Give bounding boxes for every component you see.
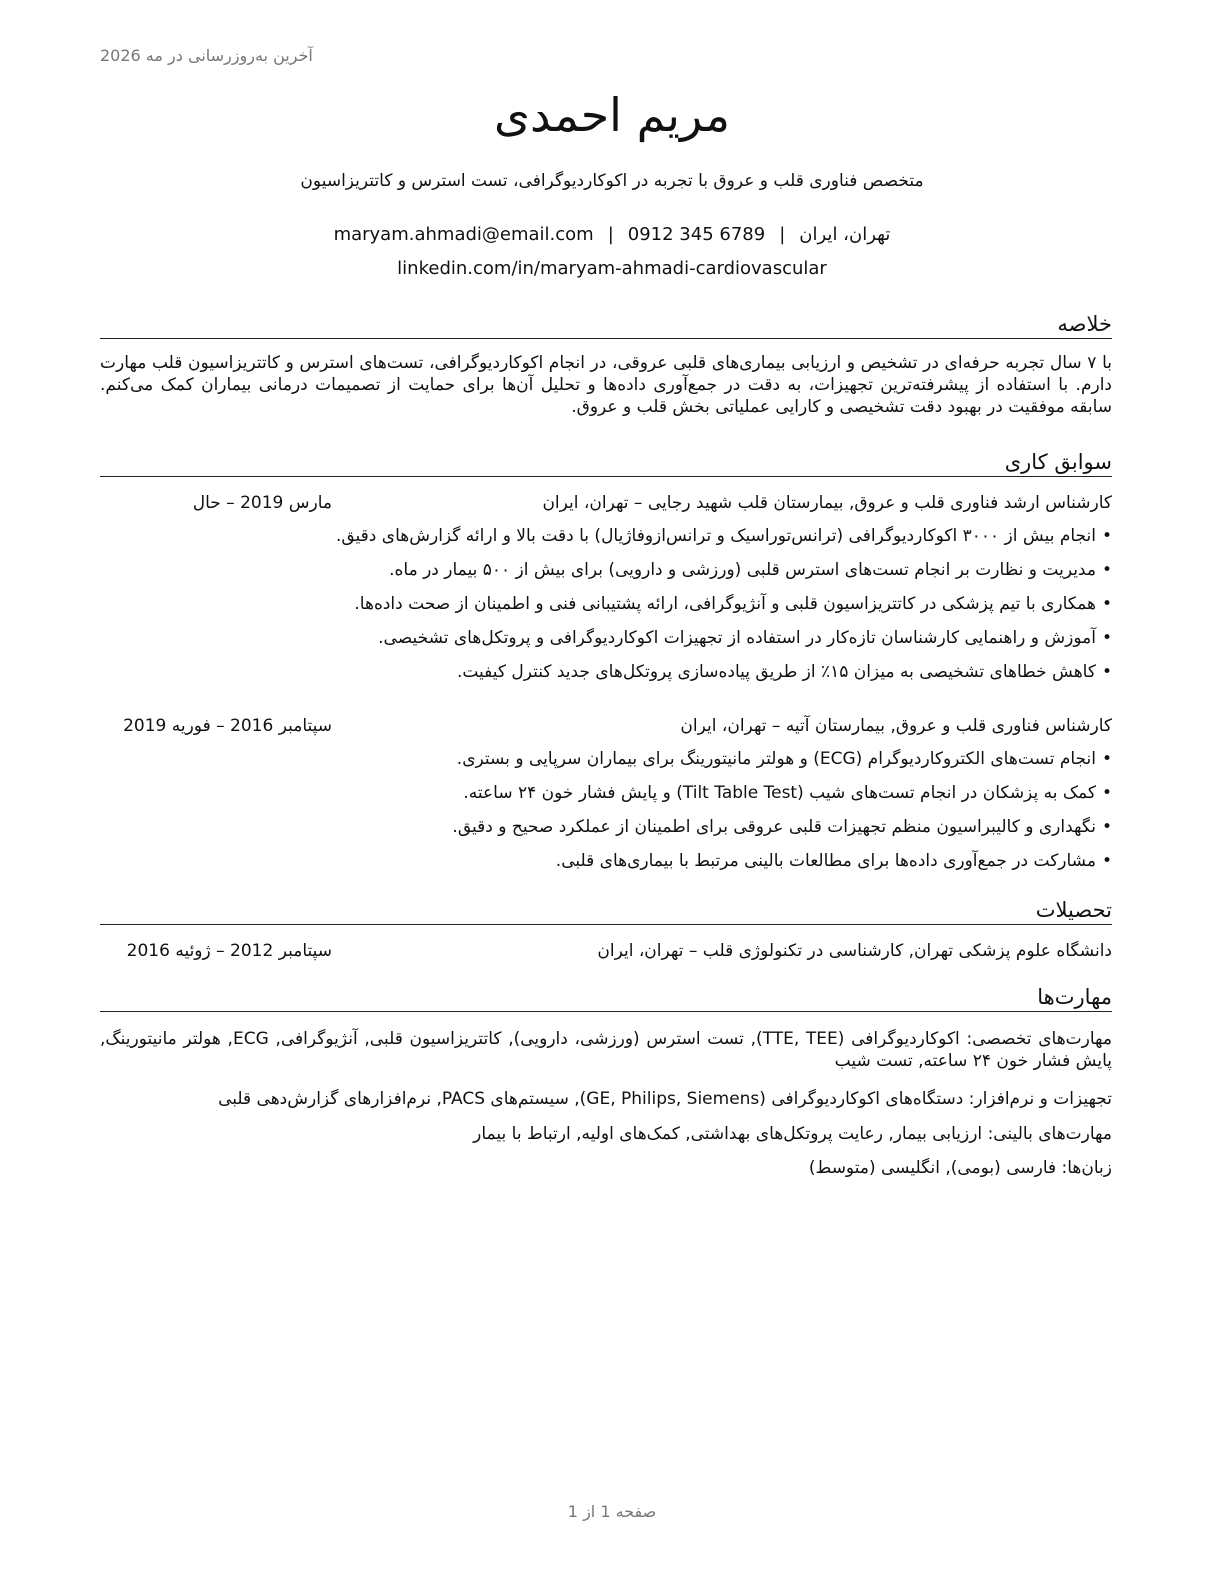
list-item: • آموزش و راهنمایی کارشناسان تازه‌کار در استفاده از تجهیزات اکوکاردیوگرافی و پروتکل‌های تشخیصی. xyxy=(100,626,1112,660)
job-dates: مارس 2019 – حال xyxy=(192,493,332,513)
email-link[interactable]: maryam.ahmadi@email.com xyxy=(333,224,594,245)
list-item: • مدیریت و نظارت بر انجام تست‌های استرس قلبی (ورزشی و دارویی) برای بیش از ۵۰۰ بیمار در ماه. xyxy=(100,558,1112,592)
tagline: متخصص فناوری قلب و عروق با تجربه در اکوکاردیوگرافی، تست استرس و کاتتریزاسیون xyxy=(300,171,924,191)
job-title: کارشناس ارشد فناوری قلب و عروق, بیمارستان قلب شهید رجایی – تهران، ایران xyxy=(542,493,1112,513)
location: تهران، ایران xyxy=(799,224,891,245)
last-updated: آخرین به‌روزرسانی در مه 2026 xyxy=(100,46,313,65)
page-number: صفحه 1 از 1 xyxy=(567,1502,657,1521)
list-item: • کاهش خطاهای تشخیصی به میزان ۱۵٪ از طریق پیاده‌سازی پروتکل‌های جدید کنترل کیفیت. xyxy=(100,660,1112,694)
contact-line xyxy=(0,224,1224,245)
section-title-skills: مهارت‌ها xyxy=(100,984,1112,1012)
section-title-summary: خلاصه xyxy=(100,311,1112,339)
list-item: • انجام تست‌های الکتروکاردیوگرام (ECG) و هولتر مانیتورینگ برای بیماران سرپایی و بستری. xyxy=(100,747,1112,781)
list-item: • انجام بیش از ۳۰۰۰ اکوکاردیوگرافی (ترانس‌توراسیک و ترانس‌ازوفاژیال) با دقت بالا و ارائه گزارش‌های دقیق. xyxy=(100,524,1112,558)
separator: | xyxy=(607,224,614,245)
section-title-experience: سوابق کاری xyxy=(100,449,1112,477)
section-title-education: تحصیلات xyxy=(100,897,1112,925)
education-dates: سپتامبر 2012 – ژوئیه 2016 xyxy=(126,941,332,961)
skills-clinical: مهارت‌های بالینی: ارزیابی بیمار, رعایت پروتکل‌های بهداشتی, کمک‌های اولیه, ارتباط با بیمار xyxy=(473,1124,1112,1144)
candidate-name: مریم احمدی xyxy=(493,88,731,142)
education-heading xyxy=(100,941,1112,965)
phone: 0912 345 6789 xyxy=(627,224,766,245)
job-title: کارشناس فناوری قلب و عروق, بیمارستان آتیه – تهران، ایران xyxy=(680,716,1112,736)
skills-languages: زبان‌ها: فارسی (بومی), انگلیسی (متوسط) xyxy=(808,1158,1112,1178)
skills-equipment: تجهیزات و نرم‌افزار: دستگاه‌های اکوکاردیوگرافی (GE, Philips, Siemens), سیستم‌های PACS, نرم‌افزارهای گزارش‌دهی قلبی xyxy=(218,1089,1112,1109)
education-title: دانشگاه علوم پزشکی تهران, کارشناسی در تکنولوژی قلب – تهران، ایران xyxy=(597,941,1112,961)
list-item: • کمک به پزشکان در انجام تست‌های شیب (Tilt Table Test) و پایش فشار خون ۲۴ ساعته. xyxy=(100,781,1112,815)
list-item: • مشارکت در جمع‌آوری داده‌ها برای مطالعات بالینی مرتبط با بیماری‌های قلبی. xyxy=(100,849,1112,883)
list-item: • نگهداری و کالیبراسیون منظم تجهیزات قلبی عروقی برای اطمینان از عملکرد صحیح و دقیق. xyxy=(100,815,1112,849)
separator: | xyxy=(779,224,786,245)
job-heading xyxy=(100,493,1112,517)
skills-specialized: مهارت‌های تخصصی: اکوکاردیوگرافی (TTE, TEE), تست استرس (ورزشی، دارویی), کاتتریزاسیون قلبی, آنژیوگرافی, ECG, هولتر مانیتورینگ, پایش فشار خون ۲۴ ساعته, تست شیب xyxy=(100,1029,1112,1071)
linkedin-link[interactable]: linkedin.com/in/maryam-ahmadi-cardiovascular xyxy=(397,258,827,279)
job-bullets xyxy=(100,747,1112,883)
list-item: • همکاری با تیم پزشکی در کاتتریزاسیون قلبی و آنژیوگرافی، ارائه پشتیبانی فنی و اطمینان از صحت داده‌ها. xyxy=(100,592,1112,626)
summary-text: با ۷ سال تجربه حرفه‌ای در تشخیص و ارزیابی بیماری‌های قلبی عروقی، در انجام اکوکاردیوگرافی، تست‌های استرس و کاتتریزاسیون قلب مهارت دارم. با استفاده از پیشرفته‌ترین تجهیزات، به دقت در جمع‌آوری داده‌ها و تحلیل آن‌ها برای حمایت از تصمیمات درمانی بیماران کمک می‌کنم. سابقه موفقیت در بهبود دقت تشخیصی و کارایی عملیاتی بخش قلب و عروق. xyxy=(100,353,1112,417)
job-heading xyxy=(100,716,1112,740)
job-bullets xyxy=(100,524,1112,694)
job-dates: سپتامبر 2016 – فوریه 2019 xyxy=(123,716,332,736)
